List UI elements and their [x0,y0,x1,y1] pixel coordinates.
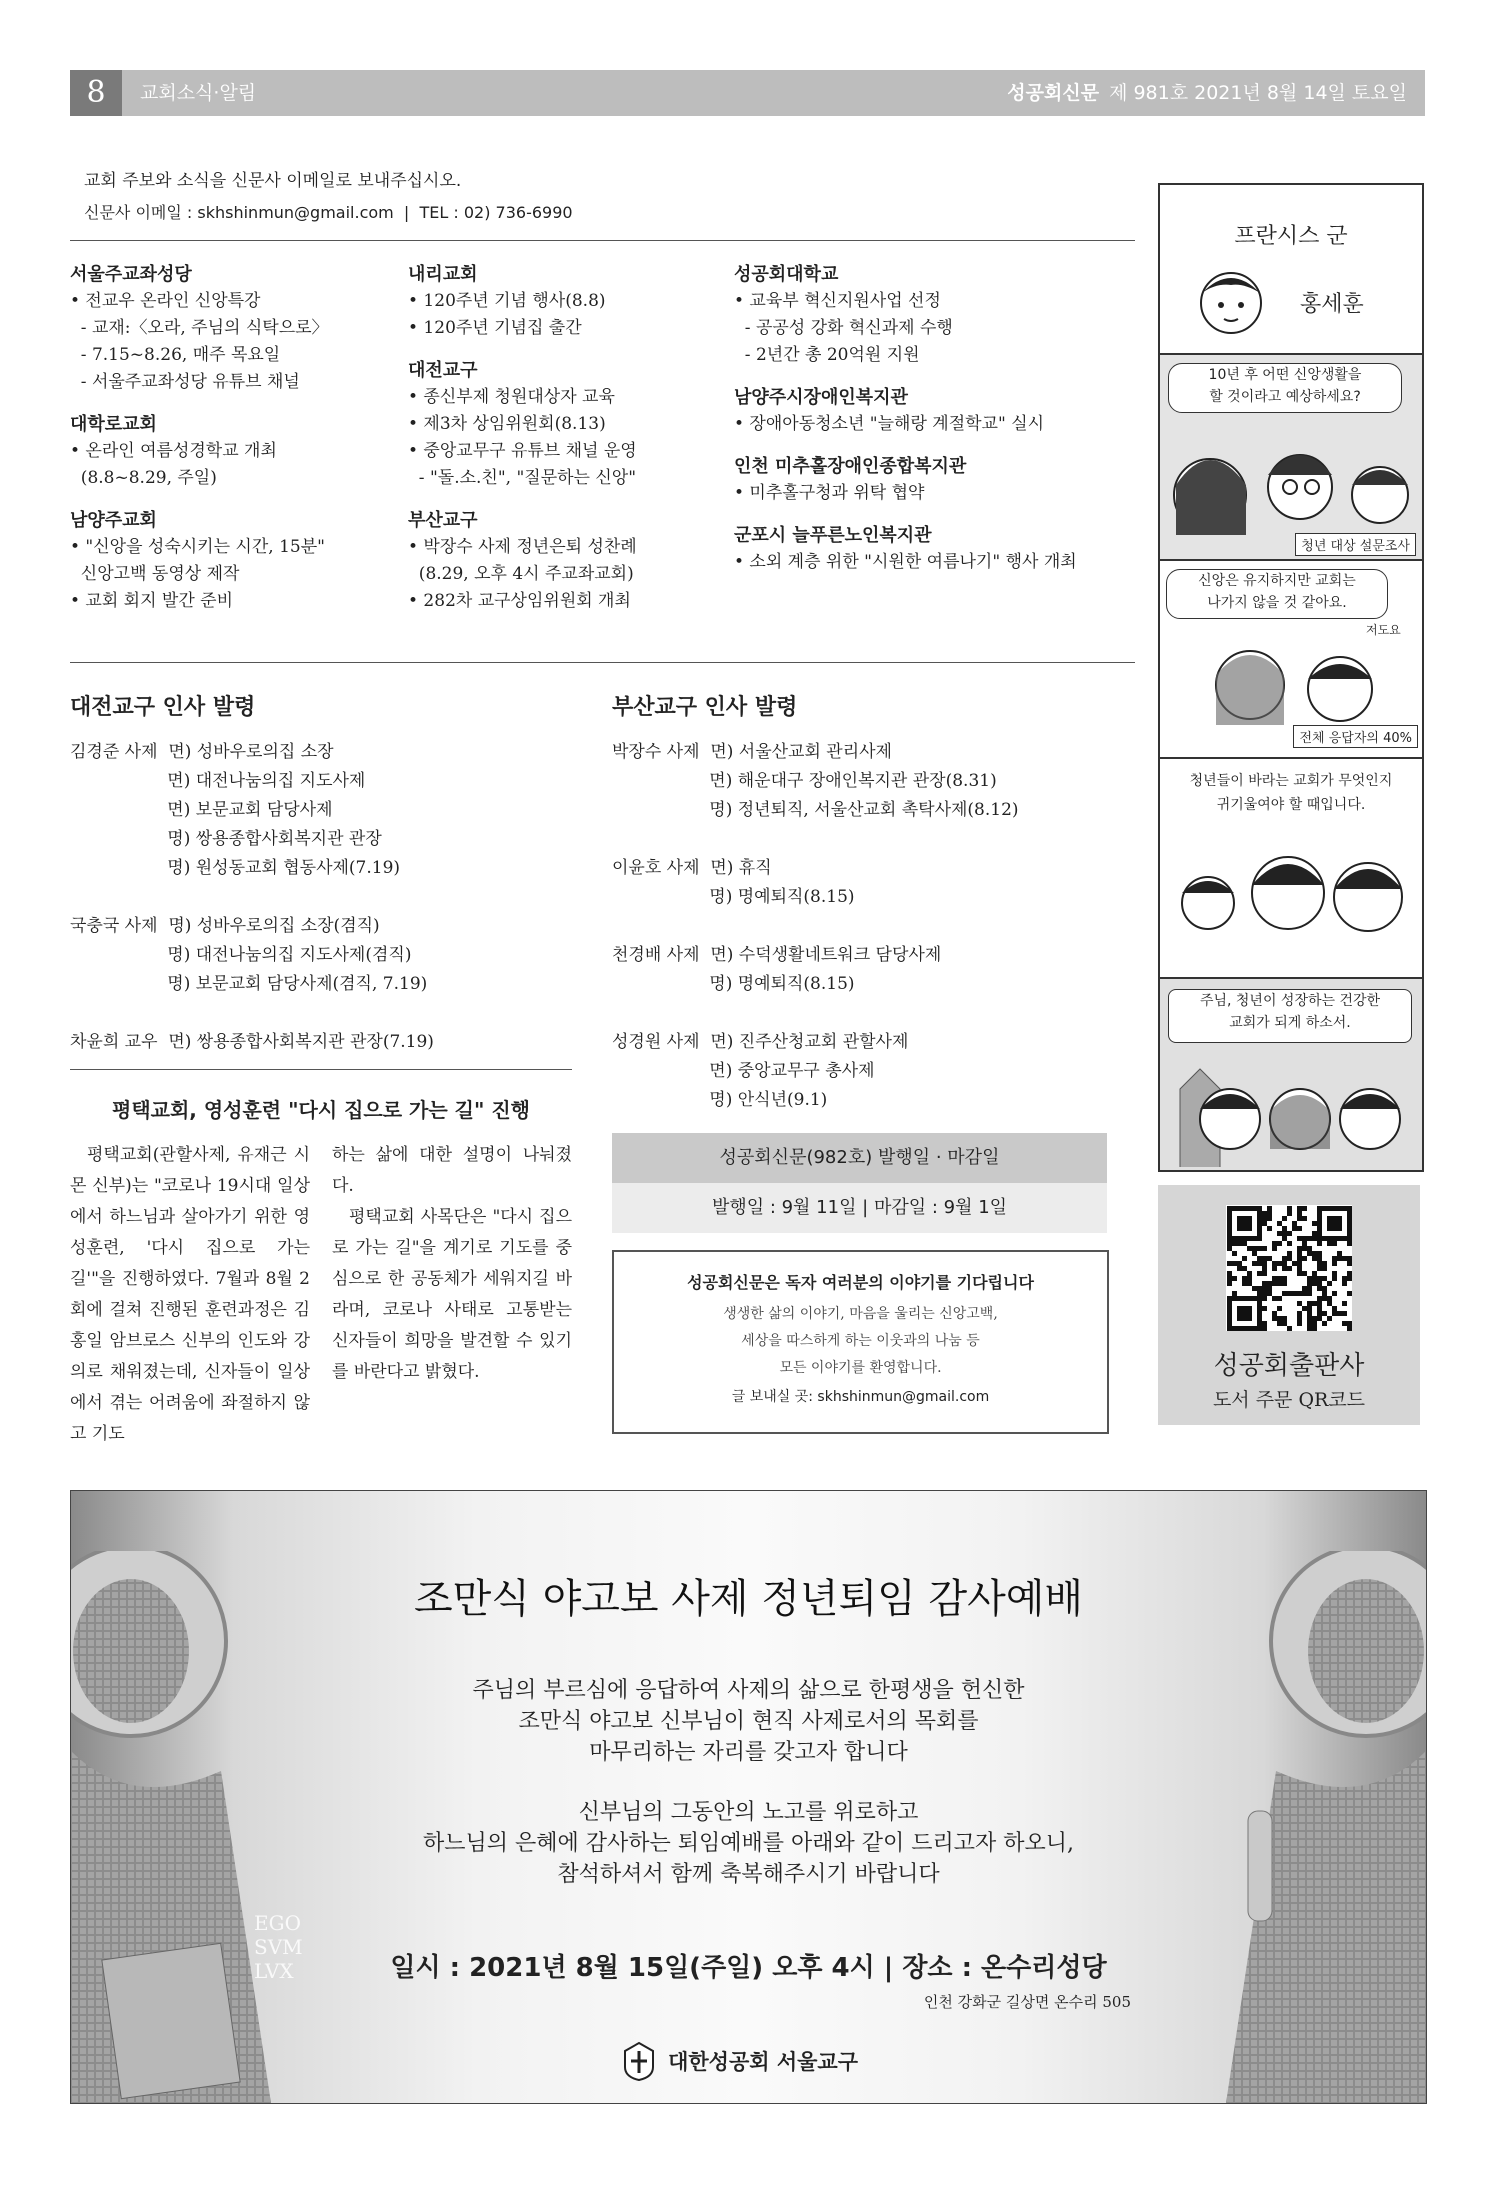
news-item-title: 부산교구 [408,510,478,531]
news-item-line: (8.8~8.29, 주일) [70,468,217,488]
article-column-1: 평택교회(관할사제, 유재근 시몬 신부)는 "코로나 19시대 일상에서 하느님과 살아가기 위한 영성훈련, '다시 집으로 가는 길'"을 진행하였다. 7월과 8월 2회에 걸쳐 진행된 훈련과정은 김홍일 암브로스 신부의 인도와 강의로 채워졌는데, 신자들이 일상에서 겪는 어려움에 좌절하지 않고 기도 [70,1145,310,1444]
busan-title: 부산교구 인사 발령 [612,695,798,720]
book-word: EGO [254,1911,301,1935]
appointment-line: 성경원 사제 면) 진주산청교회 관할사제 [612,1032,909,1052]
news-item-title: 성공회대학교 [734,264,839,285]
appointment-line: 명) 원성동교회 협동사제(7.19) [70,858,401,878]
news-column-2 [408,262,738,631]
paper-name: 성공회신문 [1007,82,1100,104]
banner-line: 하느님의 은혜에 감사하는 퇴임예배를 아래와 같이 드리고자 하오니, [422,1831,1074,1856]
page-header [70,70,1425,116]
comic-title-panel [1160,185,1422,355]
news-item-line: • 교회 회지 발간 준비 [70,591,234,611]
news-item [734,385,1134,438]
news-item-line: • 120주년 기념 행사(8.8) [408,291,606,311]
speech-bubble: 10년 후 어떤 신앙생활을 할 것이라고 예상하세요? [1168,363,1402,413]
news-item-line: • 소외 계층 위한 "시원한 여름나기" 행사 개최 [734,552,1077,572]
article-title: 평택교회, 영성훈련 "다시 집으로 가는 길" 진행 [112,1098,530,1122]
news-item [408,262,738,342]
news-item-line: • 장애아동청소년 "늘해랑 계절학교" 실시 [734,414,1045,434]
church-people-illustration [1170,1049,1415,1167]
news-item-line: • 교육부 혁신지원사업 선정 [734,291,941,311]
banner-title: 조만식 야고보 사제 정년퇴임 감사예배 [413,1576,1084,1622]
appointment-line: 국충국 사제 명) 성바우로의집 소장(겸직) [70,916,380,936]
news-item [408,358,738,492]
stories-email: 글 보내실 곳: skhshinmun@gmail.com [731,1389,990,1405]
news-column-1 [70,262,400,631]
appointment-line: 차윤희 교우 면) 쌍용종합사회복지관 관장(7.19) [70,1032,434,1052]
appointment-line: 김경준 사제 면) 성바우로의집 소장 [70,742,334,762]
appointment-line [612,825,1019,854]
appointment-line: 명) 쌍용종합사회복지관 관장 [70,829,382,849]
stories-line: 생생한 삶의 이야기, 마음을 울리는 신앙고백, [723,1306,998,1322]
news-item [70,508,400,615]
daejeon-title: 대전교구 인사 발령 [70,695,256,720]
news-item-line: - 공공성 강화 혁신과제 수행 [734,318,953,338]
appointment-line [70,999,434,1028]
stories-text [614,1301,1107,1382]
appointment-line: 천경배 사제 면) 수덕생활네트워크 담당사제 [612,945,942,965]
banner-line: 조만식 야고보 신부님이 현직 사제로서의 목회를 [518,1709,979,1734]
banner-address: 인천 강화군 길상면 온수리 505 [923,1993,1131,2011]
comic-author: 홍세훈 [1300,292,1364,317]
appointment-line: 명) 보문교회 담당사제(겸직, 7.19) [70,974,428,994]
article-column-2 [332,1140,572,1388]
news-item [70,412,400,492]
appointment-line: 면) 대전나눔의집 지도사제 [70,771,366,791]
three-people-illustration [1168,833,1413,973]
appointment-line: 명) 명예퇴직(8.15) [612,887,855,907]
stories-title: 성공회신문은 독자 여러분의 이야기를 기다립니다 [687,1273,1034,1292]
stories-box [612,1250,1109,1434]
comic-narration-box: 주님, 청년이 성장하는 건강한 교회가 되게 하소서. [1168,989,1412,1043]
news-item-line: • "신앙을 성숙시키는 시간, 15분" [70,537,325,557]
news-column-3 [734,262,1134,592]
comic-narration: 청년들이 바라는 교회가 무엇인지 귀기울여야 할 때입니다. [1189,773,1393,813]
intro-line2: 신문사 이메일 : skhshinmun@gmail.com | TEL : 02) 736-6990 [84,203,573,222]
busan-appointments [612,738,1019,1115]
book-word: SVM [254,1935,303,1959]
news-item-line: • 제3차 상임위원회(8.13) [408,414,606,434]
appointment-line: 명) 명예퇴직(8.15) [612,974,855,994]
banner-line: 참석하셔서 함께 축복해주시기 바랍니다 [557,1862,940,1887]
news-item-line: - 서울주교좌성당 유튜브 채널 [70,372,300,392]
section-name: 교회소식·알림 [140,82,257,104]
news-item [70,262,400,396]
news-item [734,454,1134,507]
qr-title: 성공회출판사 [1213,1351,1365,1381]
divider [70,1069,572,1070]
qr-code[interactable] [1226,1205,1352,1331]
news-item-line: 신앙고백 동영상 제작 [70,564,240,584]
news-item-line: • 전교우 온라인 신앙특강 [70,291,261,311]
comic-title: 프란시스 군 [1234,224,1348,249]
comic-panel-1 [1160,355,1422,561]
news-item-title: 서울주교좌성당 [70,264,192,285]
publish-dates: 발행일 : 9월 11일 | 마감일 : 9월 1일 [612,1183,1107,1233]
speech-bubble: 신앙은 유지하지만 교회는 나가지 않을 것 같아요. [1166,569,1388,619]
news-item-title: 대학로교회 [70,414,157,435]
article-para-a: 하는 삶에 대한 설명이 나눠졌다. [332,1145,572,1196]
news-item-line: • 종신부제 청원대상자 교육 [408,387,615,407]
issue-info [1007,70,1407,116]
appointment-line: 이윤호 사제 면) 휴직 [612,858,772,878]
banner-paragraph-2 [71,1797,1426,1890]
appointment-line [70,883,434,912]
banner-line: 신부님의 그동안의 노고를 위로하고 [578,1800,919,1825]
news-item-line: (8.29, 오후 4시 주교좌교회) [408,564,634,584]
book-word: LVX [254,1959,294,1983]
news-item-line: - "돌.소.친", "질문하는 신앙" [408,468,637,488]
publish-box [612,1133,1107,1233]
news-item [734,262,1134,369]
comic-caption: 청년 대상 설문조사 [1295,533,1416,556]
appointment-line: 명) 대전나눔의집 지도사제(겸직) [70,945,412,965]
appointment-line [612,912,1019,941]
comic-caption: 전체 응답자의 40% [1293,725,1418,748]
page-number: 8 [70,70,122,116]
news-item-line: - 7.15~8.26, 매주 목요일 [70,345,281,365]
news-item [734,523,1134,576]
news-item-title: 군포시 늘푸른노인복지관 [734,525,932,546]
diocese-emblem-icon [621,2041,657,2081]
news-item-line: • 282차 교구상임위원회 개최 [408,591,631,611]
appointment-line: 명) 정년퇴직, 서울산교회 촉탁사제(8.12) [612,800,1019,820]
banner-paragraph-1 [71,1675,1426,1768]
article-para-b: 평택교회 사목단은 "다시 집으로 가는 길"을 계기로 기도를 중심으로 한 공동체가 세워지길 바라며, 코로나 사태로 고통받는 신자들이 희망을 발견할 수 있기를 바란다고 밝혔다. [332,1207,572,1382]
publish-title: 성공회신문(982호) 발행일 · 마감일 [612,1133,1107,1183]
divider [70,662,1135,663]
divider [70,240,1135,241]
retirement-service-banner [70,1490,1427,2104]
news-item-title: 내리교회 [408,264,478,285]
daejeon-appointments [70,738,434,1057]
stories-line: 모든 이야기를 환영합니다. [779,1360,942,1376]
banner-line: 마무리하는 자리를 갖고자 합니다 [589,1740,908,1765]
appointment-line: 면) 보문교회 담당사제 [70,800,333,820]
comic-panel-3 [1160,759,1422,979]
news-item-line: • 온라인 여름성경학교 개최 [70,441,277,461]
news-item [408,508,738,615]
appointment-line: 명) 안식년(9.1) [612,1090,828,1110]
news-item-line: - 2년간 총 20억원 지원 [734,345,920,365]
appointment-line: 박장수 사제 면) 서울산교회 관리사제 [612,742,892,762]
author-avatar [1194,263,1268,337]
appointment-line [612,999,1019,1028]
org-block [621,2041,858,2081]
news-item-line: - 교재:〈오라, 주님의 식탁으로〉 [70,318,329,338]
stories-line: 세상을 따스하게 하는 이웃과의 나눔 등 [741,1333,980,1349]
news-item-title: 남양주시장애인복지관 [734,387,908,408]
comic-panel-2 [1160,561,1422,759]
qr-subtitle: 도서 주문 QR코드 [1212,1389,1366,1411]
news-item-line: • 박장수 사제 정년은퇴 성찬례 [408,537,637,557]
news-item-line: • 미추홀구청과 위탁 협약 [734,483,925,503]
news-item-title: 남양주교회 [70,510,157,531]
comic-aside: 저도요 [1366,623,1401,637]
banner-line: 주님의 부르심에 응답하여 사제의 삶으로 한평생을 헌신한 [472,1678,1025,1703]
news-item-title: 인천 미추홀장애인종합복지관 [734,456,967,477]
comic-panel-4 [1160,979,1422,1170]
appointment-line: 면) 해운대구 장애인복지관 관장(8.31) [612,771,997,791]
qr-box [1158,1185,1420,1425]
intro-line1: 교회 주보와 소식을 신문사 이메일로 보내주십시오. [84,171,462,191]
news-item-title: 대전교구 [408,360,478,381]
news-item-line: • 중앙교무구 유튜브 채널 운영 [408,441,637,461]
issue-date: 제 981호 2021년 8월 14일 토요일 [1109,82,1407,104]
appointment-line: 면) 중앙교무구 총사제 [612,1061,875,1081]
news-item-line: • 120주년 기념집 출간 [408,318,582,338]
banner-when-where: 일시 : 2021년 8월 15일(주일) 오후 4시 | 장소 : 온수리성당 [390,1953,1107,1983]
comic-strip [1158,183,1424,1172]
org-name: 대한성공회 서울교구 [668,2050,858,2074]
